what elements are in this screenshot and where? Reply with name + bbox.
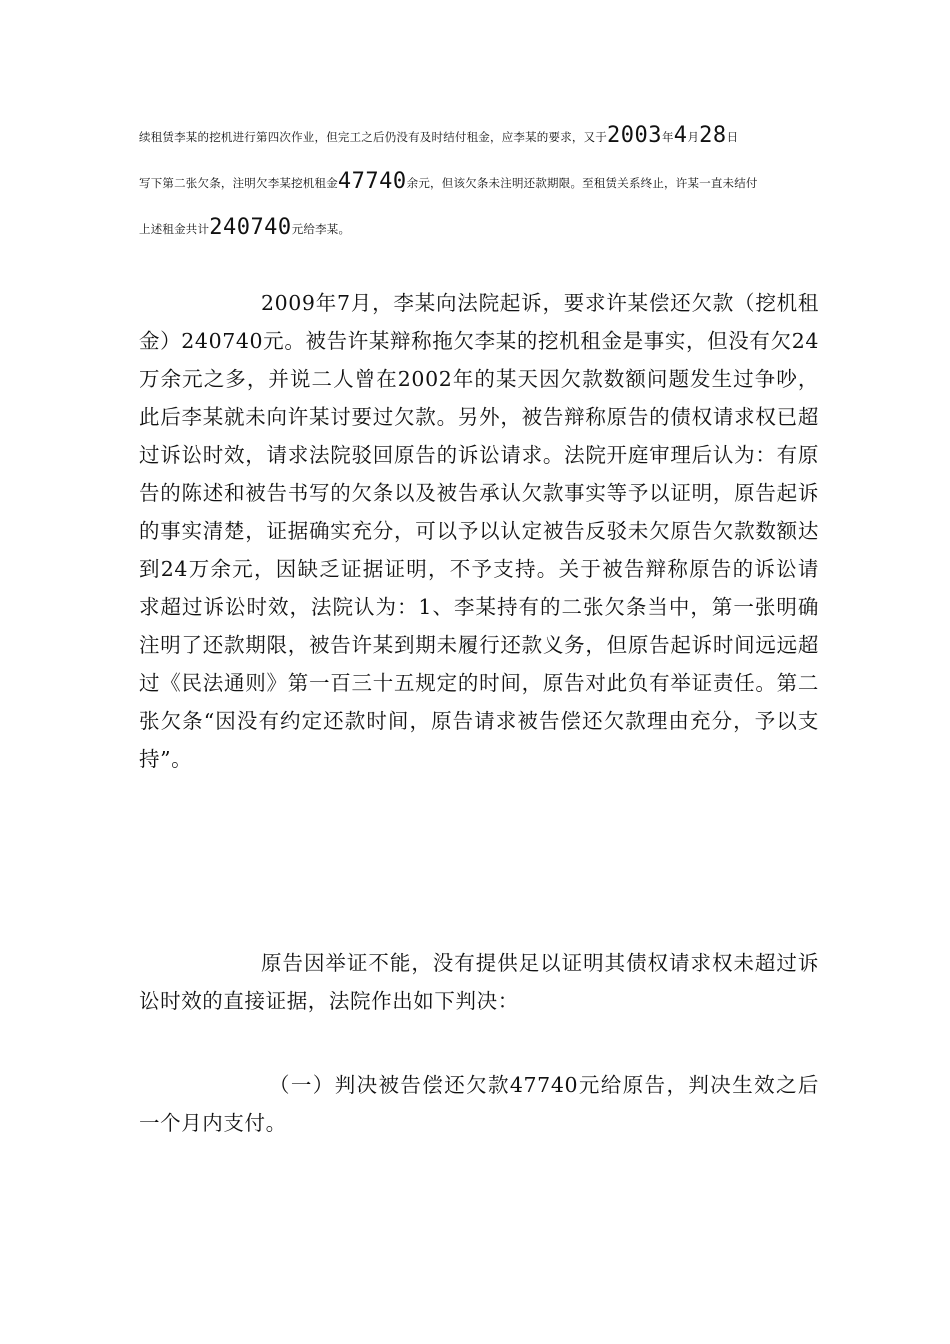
small-text-block (139, 124, 829, 240)
year-number: 2003 (607, 123, 662, 148)
paragraph-lawsuit: 2009年7月，李某向法院起诉，要求许某偿还欠款（挖机租金）240740元。被告许某辩称拖欠李某的挖机租金是事实，但没有欠24万余元之多，并说二人曾在2002年的某天因欠款数额问题发生过争吵，此后李某就未向许某讨要过欠款。另外，被告辩称原告的债权请求权已超过诉讼时效，请求法院驳回原告的诉讼请求。法院开庭审理后认为：有原告的陈述和被告书写的欠条以及被告承认欠款事实等予以证明，原告起诉的事实清楚，证据确实充分，可以予以认定被告反驳未欠原告欠款数额达到24万余元，因缺乏证据证明，不予支持。关于被告辩称原告的诉讼请求超过诉讼时效，法院认为：1、李某持有的二张欠条当中，第一张明确注明了还款期限，被告许某到期未履行还款义务，但原告起诉时间远远超过《民法通则》第一百三十五规定的时间，原告对此负有举证责任。第二张欠条“因没有约定还款时间，原告请求被告偿还欠款理由充分，予以支持”。 (139, 291, 819, 771)
paragraph-judgment-item-1: （一）判决被告偿还欠款47740元给原告，判决生效之后一个月内支付。 (139, 1073, 819, 1135)
small-text-line-1 (139, 124, 829, 148)
total-amount: 240740 (209, 215, 292, 240)
line3-text-after: 元给李某。 (291, 222, 351, 236)
line2-text-before: 写下第二张欠条，注明欠李某挖机租金 (139, 176, 338, 190)
line1-text: 续租赁李某的挖机进行第四次作业，但完工之后仍没有及时结付租金，应李某的要求，又于 (139, 130, 607, 144)
day-number: 28 (699, 123, 727, 148)
year-char: 年 (661, 130, 674, 144)
month-number: 4 (673, 123, 688, 148)
rent-amount: 47740 (337, 169, 407, 194)
day-char: 日 (726, 130, 739, 144)
line2-text-after: 余元，但该欠条未注明还款期限。至租赁关系终止，许某一直未结付 (406, 176, 758, 190)
month-char: 月 (687, 130, 700, 144)
paragraph-burden-of-proof: 原告因举证不能，没有提供足以证明其债权请求权未超过诉讼时效的直接证据，法院作出如下判决： (139, 951, 819, 1013)
line3-text-before: 上述租金共计 (139, 222, 210, 236)
small-text-line-2 (139, 170, 829, 194)
small-text-line-3 (139, 216, 829, 240)
